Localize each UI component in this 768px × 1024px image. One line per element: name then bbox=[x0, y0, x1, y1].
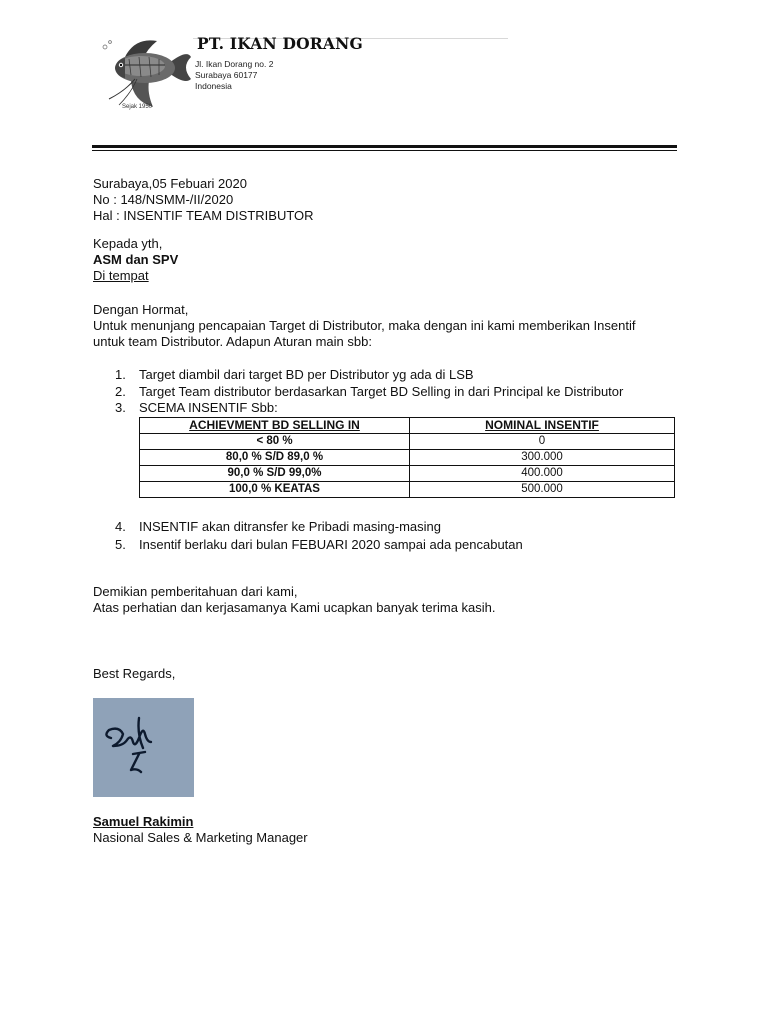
recipient-place: Di tempat bbox=[93, 268, 149, 283]
table-row bbox=[140, 482, 675, 498]
list-item-text: Target diambil dari target BD per Distributor yg ada di LSB bbox=[139, 367, 474, 382]
table-cell-nominal: 500.000 bbox=[410, 482, 675, 498]
letter-subject: Hal : INSENTIF TEAM DISTRIBUTOR bbox=[93, 208, 314, 223]
table-header-row bbox=[140, 418, 675, 434]
table-cell-nominal: 0 bbox=[410, 434, 675, 450]
signer-title: Nasional Sales & Marketing Manager bbox=[93, 830, 308, 845]
list-item-number: 1. bbox=[115, 367, 126, 382]
header-divider-thin bbox=[92, 150, 677, 151]
table-cell-nominal: 400.000 bbox=[410, 466, 675, 482]
company-address-city: Surabaya 60177 bbox=[195, 70, 258, 80]
list-item-text: INSENTIF akan ditransfer ke Pribadi masing-masing bbox=[139, 519, 442, 534]
recipient-salutation: Kepada yth, bbox=[93, 236, 163, 251]
list-item-number: 4. bbox=[115, 519, 126, 534]
since-text: Sejak 1950 bbox=[122, 104, 153, 110]
closing-line-1: Demikian pemberitahuan dari kami, bbox=[93, 584, 298, 599]
header-divider-thick bbox=[92, 145, 677, 148]
table-row bbox=[140, 434, 675, 450]
list-item-text: SCEMA INSENTIF Sbb: bbox=[139, 400, 278, 415]
letter-number: No : 148/NSMM-/II/2020 bbox=[93, 192, 234, 207]
incentive-table bbox=[139, 417, 675, 498]
table-header-nominal: NOMINAL INSENTIF bbox=[410, 418, 675, 434]
recipient-name: ASM dan SPV bbox=[93, 252, 179, 267]
best-regards: Best Regards, bbox=[93, 666, 176, 681]
table-cell-achievement: < 80 % bbox=[140, 434, 410, 450]
list-item-text: Target Team distributor berdasarkan Target BD Selling in dari Principal ke Distributor bbox=[139, 384, 624, 399]
table-row bbox=[140, 466, 675, 482]
closing-line-2: Atas perhatian dan kerjasamanya Kami ucapkan banyak terima kasih. bbox=[93, 600, 496, 615]
signature-image bbox=[93, 698, 194, 797]
table-cell-nominal: 300.000 bbox=[410, 450, 675, 466]
table-cell-achievement: 90,0 % S/D 99,0% bbox=[140, 466, 410, 482]
intro-line-2: untuk team Distributor. Adapun Aturan main sbb: bbox=[93, 334, 372, 349]
table-cell-achievement: 80,0 % S/D 89,0 % bbox=[140, 450, 410, 466]
table-cell-achievement: 100,0 % KEATAS bbox=[140, 482, 410, 498]
intro-line-1: Untuk menunjang pencapaian Target di Distributor, maka dengan ini kami memberikan Insentif bbox=[93, 318, 636, 333]
letterhead bbox=[95, 35, 410, 113]
place-date: Surabaya,05 Febuari 2020 bbox=[93, 176, 247, 191]
table-header-achievement: ACHIEVMENT BD SELLING IN bbox=[140, 418, 410, 434]
greeting: Dengan Hormat, bbox=[93, 302, 189, 317]
list-item-number: 3. bbox=[115, 400, 126, 415]
company-address-country: Indonesia bbox=[195, 81, 232, 91]
list-item-number: 5. bbox=[115, 537, 126, 552]
company-name: PT. IKAN DORANG bbox=[197, 34, 363, 53]
table-row bbox=[140, 450, 675, 466]
company-address-street: Jl. Ikan Dorang no. 2 bbox=[195, 59, 274, 69]
signer-name: Samuel Rakimin bbox=[93, 814, 194, 829]
list-item-number: 2. bbox=[115, 384, 126, 399]
list-item-text: Insentif berlaku dari bulan FEBUARI 2020 sampai ada pencabutan bbox=[139, 537, 523, 552]
